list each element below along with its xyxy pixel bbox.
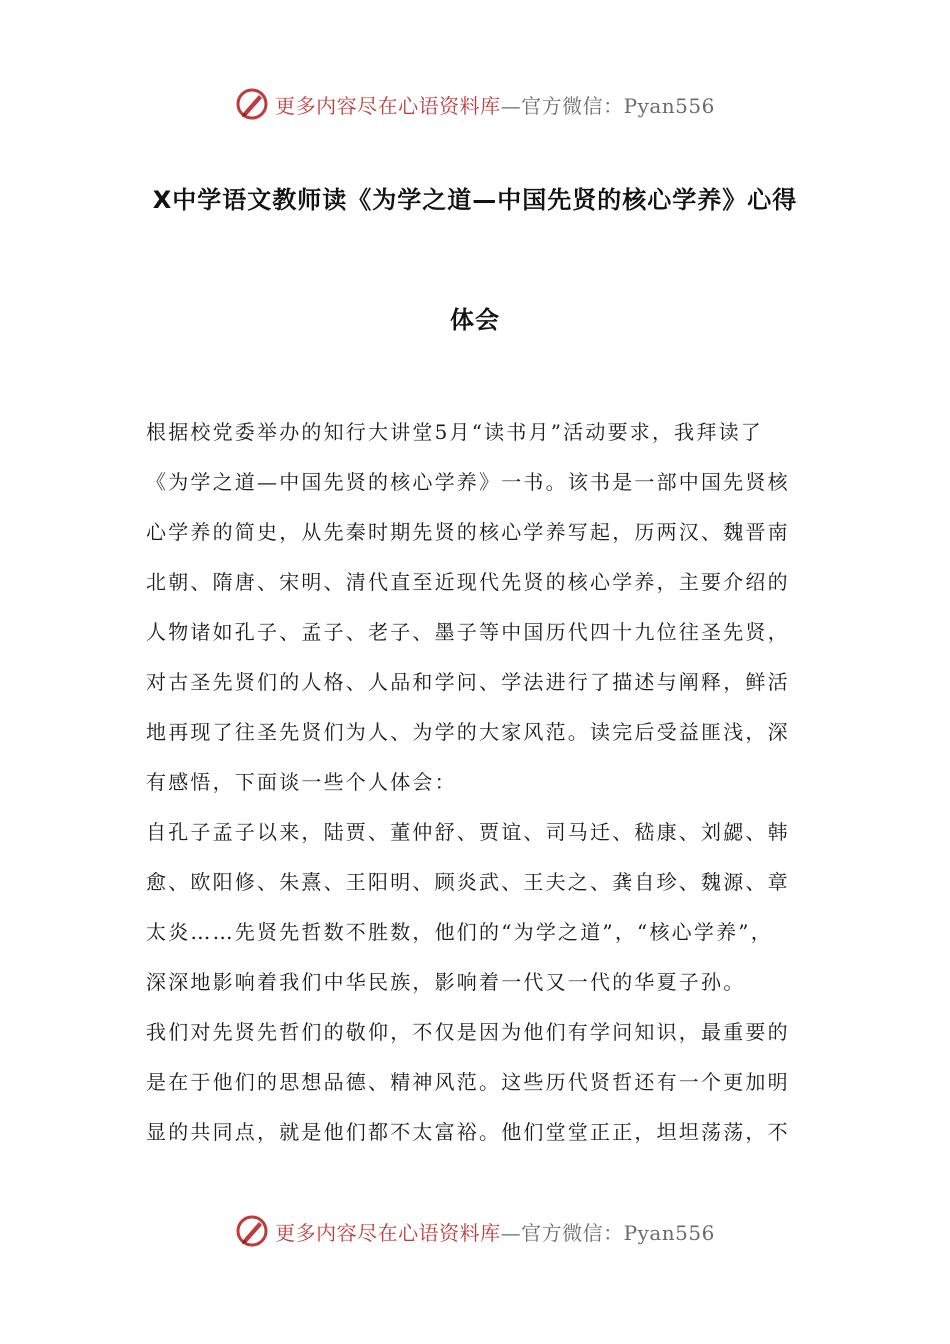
body-line: 是在于他们的思想品德、精神风范。这些历代贤哲还有一个更加明 [146, 1070, 790, 1094]
header-banner [0, 84, 950, 124]
document-title: X中学语文教师读《为学之道—中国先贤的核心学养》心得 [152, 186, 798, 214]
body-line: 地再现了往圣先贤们为人、为学的大家风范。读完后受益匪浅，深 [146, 720, 790, 744]
footer-banner [0, 1211, 950, 1251]
body-line: 根据校党委举办的知行大讲堂5月“读书月”活动要求，我拜读了 [146, 420, 763, 444]
body-line: 心学养的简史，从先秦时期先贤的核心学养写起，历两汉、魏晋南 [146, 520, 790, 544]
header-banner-text: 更多内容尽在心语资料库—官方微信：Pyan556 [275, 93, 715, 118]
body-line: 太炎……先贤先哲数不胜数，他们的“为学之道”，“核心学养”， [146, 920, 773, 944]
pen-circle-logo-icon [235, 87, 269, 121]
body-line: 自孔子孟子以来，陆贾、董仲舒、贾谊、司马迁、嵇康、刘勰、韩 [146, 820, 790, 844]
body-text [146, 410, 814, 1160]
body-line: 深深地影响着我们中华民族，影响着一代又一代的华夏子孙。 [146, 970, 746, 994]
body-line: 《为学之道—中国先贤的核心学养》一书。该书是一部中国先贤核 [146, 470, 790, 494]
footer-banner-text: 更多内容尽在心语资料库—官方微信：Pyan556 [275, 1220, 715, 1245]
body-line: 有感悟，下面谈一些个人体会： [146, 770, 457, 794]
header-banner-wechat: —官方微信：Pyan556 [500, 93, 715, 118]
body-line: 对古圣先贤们的人格、人品和学问、学法进行了描述与阐释，鲜活 [146, 670, 790, 694]
pen-circle-logo-icon [235, 1214, 269, 1248]
footer-banner-wechat: —官方微信：Pyan556 [500, 1220, 715, 1245]
body-line: 人物诸如孔子、孟子、老子、墨子等中国历代四十九位往圣先贤， [146, 620, 790, 644]
body-line: 愈、欧阳修、朱熹、王阳明、顾炎武、王夫之、龚自珍、魏源、章 [146, 870, 790, 894]
body-line: 我们对先贤先哲们的敬仰，不仅是因为他们有学问知识，最重要的 [146, 1020, 790, 1044]
document-title-continued: 体会 [450, 306, 500, 334]
body-line: 北朝、隋唐、宋明、清代直至近现代先贤的核心学养，主要介绍的 [146, 570, 790, 594]
body-line: 显的共同点，就是他们都不太富裕。他们堂堂正正，坦坦荡荡，不 [146, 1120, 790, 1144]
